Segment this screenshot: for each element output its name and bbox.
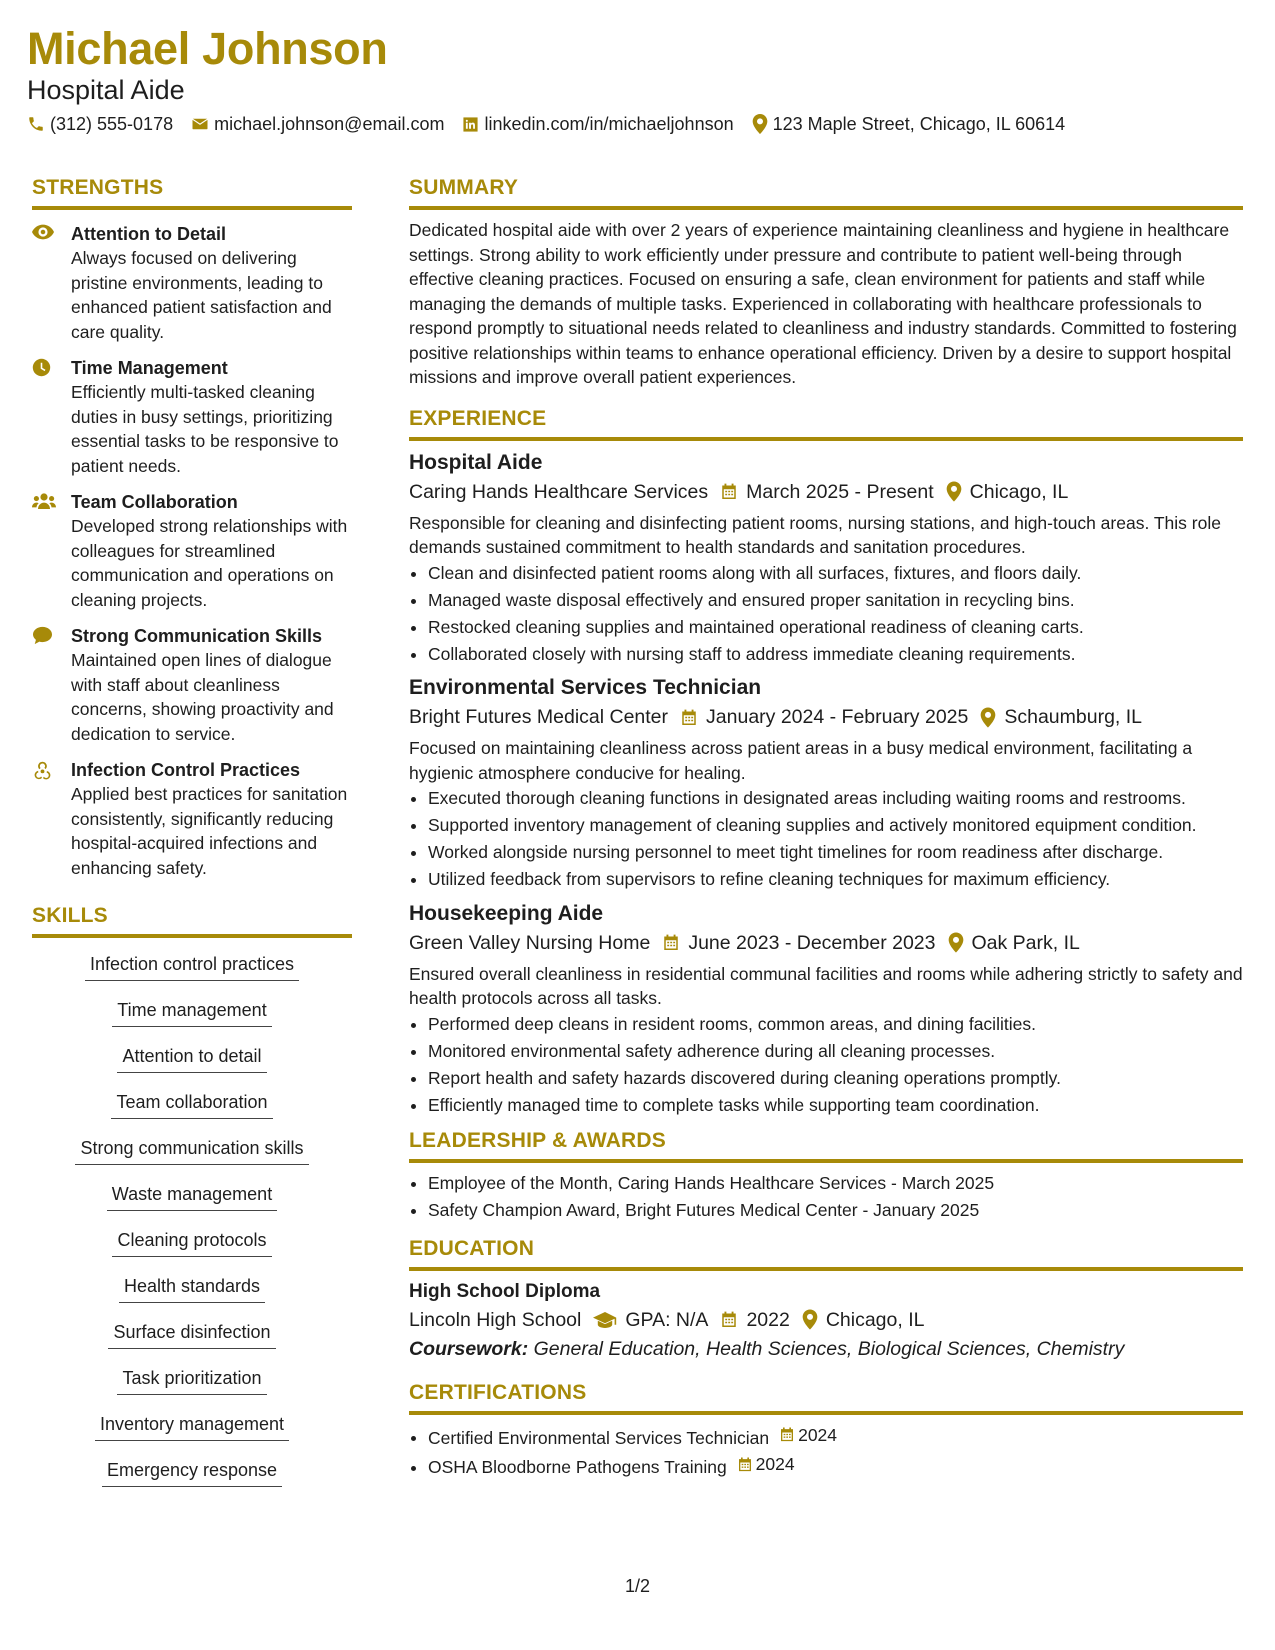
award-item: • Employee of the Month, Caring Hands Healthcare Services - March 2025 <box>428 1171 1243 1196</box>
skill-item: Inventory management <box>95 1412 289 1441</box>
eye-icon <box>32 224 54 240</box>
job-bullets <box>409 1012 1243 1118</box>
school-name: Lincoln High School <box>409 1308 582 1331</box>
job-entry <box>409 449 1243 667</box>
strength-item <box>32 758 352 880</box>
certification-name: OSHA Bloodborne Pathogens Training <box>428 1457 727 1477</box>
calendar-icon <box>720 482 738 501</box>
users-icon <box>32 492 56 510</box>
map-pin-icon <box>980 707 996 728</box>
job-bullets <box>409 561 1243 667</box>
coursework <box>409 1335 1243 1363</box>
job-bullet: • Efficiently managed time to complete tasks while supporting team coordination. <box>428 1093 1243 1118</box>
coursework-label: Coursework: <box>409 1337 529 1360</box>
skill-item: Surface disinfection <box>108 1320 275 1349</box>
awards-heading: LEADERSHIP & AWARDS <box>409 1127 1243 1163</box>
degree-title: High School Diploma <box>409 1280 601 1302</box>
experience-heading: EXPERIENCE <box>409 405 1243 441</box>
job-title: Hospital Aide <box>409 450 543 474</box>
job-meta <box>409 702 1243 732</box>
strengths-heading: STRENGTHS <box>32 174 352 210</box>
job-bullet: • Monitored environmental safety adherence during all cleaning processes. <box>428 1039 1243 1064</box>
clock-icon <box>32 358 51 377</box>
job-title: Environmental Services Technician <box>409 676 762 699</box>
skills-heading: SKILLS <box>32 902 352 938</box>
job-bullet: • Executed thorough cleaning functions in designated areas including waiting rooms and restrooms. <box>428 786 1243 811</box>
job-bullet: • Report health and safety hazards discovered during cleaning operations promptly. <box>428 1066 1243 1091</box>
job-bullets <box>409 786 1243 892</box>
phone-text: (312) 555-0178 <box>50 114 174 134</box>
job-company: Caring Hands Healthcare Services <box>409 480 709 503</box>
map-pin-icon <box>752 114 768 134</box>
address-text: 123 Maple Street, Chicago, IL 60614 <box>772 114 1066 134</box>
strength-desc: Developed strong relationships with colleagues for streamlined communication and operations on cleaning projects. <box>71 516 348 610</box>
biohazard-icon <box>32 760 53 781</box>
skills-list <box>32 952 352 1504</box>
job-location: Schaumburg, IL <box>1004 706 1143 728</box>
right-column <box>409 174 1243 1482</box>
job-dates: June 2023 - December 2023 <box>688 931 936 954</box>
certification-item <box>428 1452 1243 1479</box>
job-bullet: • Managed waste disposal effectively and ensured proper sanitation in recycling bins. <box>428 588 1243 613</box>
coursework-text: General Education, Health Sciences, Biological Sciences, Chemistry <box>533 1337 1125 1360</box>
strength-desc: Efficiently multi-tasked cleaning duties in busy settings, prioritizing essential tasks to be responsive to patient needs. <box>71 382 339 476</box>
job-bullet: • Restocked cleaning supplies and maintained operational readiness of cleaning carts. <box>428 615 1243 640</box>
certification-year: 2024 <box>755 1454 795 1475</box>
contact-address <box>752 112 1066 136</box>
education-heading: EDUCATION <box>409 1235 1243 1271</box>
education-meta <box>409 1305 1243 1335</box>
strength-item <box>32 624 352 746</box>
skill-item: Cleaning protocols <box>112 1228 271 1257</box>
job-title: Housekeeping Aide <box>409 901 604 925</box>
school-location: Chicago, IL <box>825 1308 925 1331</box>
skill-item: Emergency response <box>102 1458 282 1487</box>
email-text[interactable]: michael.johnson@email.com <box>214 114 445 134</box>
strength-desc: Applied best practices for sanitation consistently, significantly reducing hospital-acquired infections and enhancing safety. <box>71 784 348 878</box>
skill-item: Time management <box>112 998 271 1027</box>
certification-item <box>428 1423 1243 1450</box>
skill-item: Team collaboration <box>111 1090 272 1119</box>
map-pin-icon <box>802 1309 818 1330</box>
certification-name: Certified Environmental Services Technician <box>428 1427 770 1448</box>
calendar-icon <box>737 1456 753 1473</box>
strength-title: Strong Communication Skills <box>71 626 323 646</box>
map-pin-icon <box>946 481 962 502</box>
summary-heading: SUMMARY <box>409 174 1243 210</box>
calendar-icon <box>779 1426 795 1443</box>
job-bullet: • Clean and disinfected patient rooms along with all surfaces, fixtures, and floors daily. <box>428 561 1243 586</box>
envelope-icon <box>191 115 209 133</box>
job-company: Bright Futures Medical Center <box>409 706 669 728</box>
candidate-name: Michael Johnson <box>27 23 388 74</box>
skill-item: Attention to detail <box>117 1044 266 1073</box>
strength-title: Team Collaboration <box>71 492 238 512</box>
calendar-icon <box>720 1310 738 1329</box>
chat-bubble-icon <box>32 626 53 645</box>
strength-title: Attention to Detail <box>71 224 226 244</box>
strength-item <box>32 222 352 344</box>
job-bullet: • Collaborated closely with nursing staff to address immediate cleaning requirements. <box>428 642 1243 667</box>
contact-linkedin[interactable] <box>462 112 733 136</box>
job-desc: Ensured overall cleanliness in residential communal facilities and rooms while adhering strictly to safety and health protocols across all tasks. <box>409 963 1243 1008</box>
linkedin-text[interactable]: linkedin.com/in/michaeljohnson <box>484 114 734 134</box>
job-entry <box>409 674 1243 892</box>
left-column <box>32 174 352 1504</box>
job-company: Green Valley Nursing Home <box>409 931 651 954</box>
map-pin-icon <box>948 932 964 953</box>
graduation-cap-icon <box>593 1311 617 1329</box>
job-entry <box>409 900 1243 1118</box>
gpa-text: GPA: N/A <box>625 1308 709 1331</box>
page-number: 1/2 <box>624 1576 651 1596</box>
job-desc: Focused on maintaining cleanliness across patient areas in a busy medical environment, facilitating a hygienic atmosphere conducive for healing. <box>409 738 1193 783</box>
job-desc: Responsible for cleaning and disinfecting patient rooms, nursing stations, and high-touch areas. This role demands sustained commitment to health standards and sanitation procedures. <box>409 512 1221 557</box>
job-meta <box>409 477 1243 507</box>
contact-phone <box>27 112 173 136</box>
skill-item: Task prioritization <box>117 1366 266 1395</box>
phone-icon <box>27 115 45 133</box>
strength-desc: Always focused on delivering pristine environments, leading to enhanced patient satisfaction and care quality. <box>71 248 332 342</box>
certification-year: 2024 <box>798 1424 838 1445</box>
resume-header <box>27 22 1255 136</box>
job-bullet: • Worked alongside nursing personnel to meet tight timelines for room readiness after discharge. <box>428 840 1243 865</box>
contact-bar <box>27 112 1255 136</box>
job-bullet: • Performed deep cleans in resident rooms, common areas, and dining facilities. <box>428 1012 1243 1037</box>
job-location: Oak Park, IL <box>971 931 1080 954</box>
strength-item <box>32 490 352 612</box>
contact-email[interactable] <box>191 112 444 136</box>
certifications-heading: CERTIFICATIONS <box>409 1379 1243 1415</box>
job-dates: March 2025 - Present <box>746 480 934 503</box>
certifications-list <box>409 1423 1243 1480</box>
candidate-title: Hospital Aide <box>27 75 185 105</box>
job-meta <box>409 928 1243 958</box>
skill-item: Infection control practices <box>85 952 299 981</box>
skill-item: Health standards <box>119 1274 265 1303</box>
strength-title: Infection Control Practices <box>71 760 301 780</box>
job-dates: January 2024 - February 2025 <box>706 706 969 728</box>
strength-desc: Maintained open lines of dialogue with staff about cleanliness concerns, showing proactivity and dedication to service. <box>71 650 334 744</box>
skill-item: Waste management <box>107 1182 277 1211</box>
calendar-icon <box>662 933 680 952</box>
graduation-year: 2022 <box>746 1308 790 1331</box>
awards-list <box>409 1171 1243 1223</box>
calendar-icon <box>680 708 698 727</box>
strength-title: Time Management <box>71 358 228 378</box>
award-item: • Safety Champion Award, Bright Futures Medical Center - January 2025 <box>428 1198 1243 1223</box>
strength-item <box>32 356 352 478</box>
job-location: Chicago, IL <box>969 480 1069 503</box>
job-bullet: • Supported inventory management of cleaning supplies and actively monitored equipment condition. <box>428 813 1243 838</box>
summary-text: Dedicated hospital aide with over 2 years of experience maintaining cleanliness and hygiene in healthcare settings. Strong ability to work efficiently under pressure and contribute to patient well-being through effective cleaning practices. Focused on ensuring a safe, clean environment for patients and staff while managing the demands of multiple tasks. Experienced in collaborating with healthcare professionals to respond promptly to situational needs related to cleanliness and industry standards. Committed to fostering positive relationships within teams to enhance operational efficiency. Driven by a desire to support hospital missions and improve overall patient experiences. <box>409 220 1237 387</box>
skill-item: Strong communication skills <box>75 1136 308 1165</box>
linkedin-icon <box>462 116 479 133</box>
job-bullet: • Utilized feedback from supervisors to refine cleaning techniques for maximum efficiency. <box>428 867 1243 892</box>
